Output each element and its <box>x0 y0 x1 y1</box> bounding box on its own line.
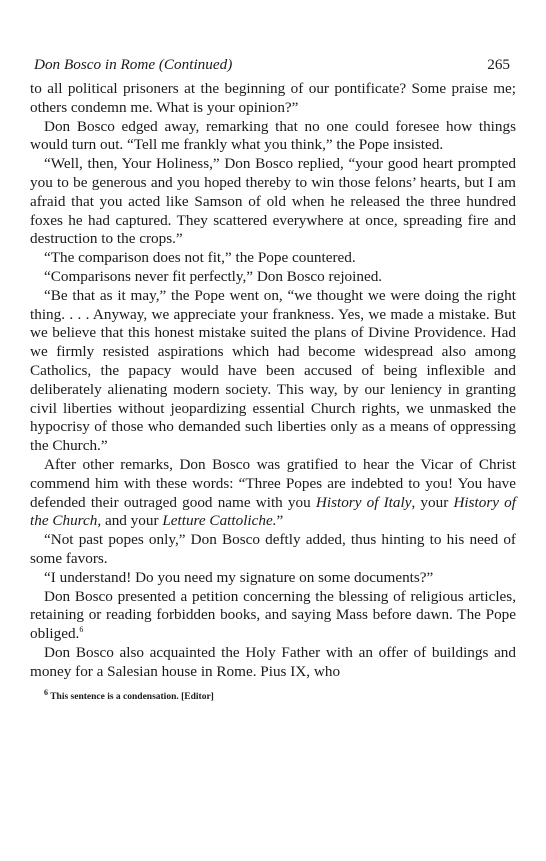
paragraph <box>30 80 516 118</box>
text-run: “I understand! Do you need my signature on some documents?” <box>44 568 434 586</box>
text-run: Don Bosco presented a petition concerning the blessing of religious articles, retaining or reading forbidden books, and saying Mass before dawn. The Pope obliged. <box>30 587 516 643</box>
text-run: “Well, then, Your Holiness,” Don Bosco replied, “your good heart prompted you to be generous and you hoped thereby to win those felons’ hearts, but I am afraid that you acted like Samson of old when he released the three hundred foxes he had captured. They scattered everywhere at once, spreading fire and destruction to the crops.” <box>30 155 516 248</box>
text-run: “Comparisons never fit perfectly,” Don Bosco rejoined. <box>44 267 383 285</box>
text-run: Don Bosco also acquainted the Holy Father with an offer of buildings and money for a Salesian house in Rome. Pius IX, who <box>30 643 516 680</box>
body-text <box>30 80 516 682</box>
text-run: “Be that as it may,” the Pope went on, “we thought we were doing the right thing. . . . Anyway, we appreciate your frankness. Yes, we made a mistake. But we believe that this honest mistake suited the plans of Divine Providence. Had we firmly resisted aspirations which had become widespread also among Catholics, the papacy would have been accused of being inflexible and deliberately alienating modern society. This way, by our leniency in granting civil liberties without jeopardizing essential Church rights, we unmasked the hypocrisy of those who demanded such liberties only as a means of oppressing the Church.” <box>30 286 516 455</box>
paragraph <box>30 155 516 249</box>
paragraph <box>30 268 516 287</box>
page-header <box>30 56 516 78</box>
text-run: ” <box>276 512 284 530</box>
footnote-reference: 6 <box>79 625 84 635</box>
footnote <box>30 687 516 702</box>
paragraph <box>30 118 516 156</box>
paragraph <box>30 249 516 268</box>
text-run: Don Bosco edged away, remarking that no one could foresee how things would turn out. “Tell me frankly what you think,” the Pope insisted. <box>30 117 516 154</box>
paragraph <box>30 531 516 569</box>
italic-title: History of the Church, <box>30 493 516 530</box>
text-run: “Not past popes only,” Don Bosco deftly added, thus hinting to his need of some favors. <box>30 531 516 567</box>
text-run: , your <box>411 493 454 511</box>
paragraph <box>30 644 516 682</box>
footnote-marker: 6 <box>44 687 48 697</box>
paragraph <box>30 456 516 531</box>
text-run: “The comparison does not fit,” the Pope countered. <box>44 249 356 267</box>
footnote-text: This sentence is a condensation. [Editor] <box>48 691 214 702</box>
italic-title: History of Italy <box>315 493 412 511</box>
text-run: and your <box>101 512 163 530</box>
text-run: After other remarks, Don Bosco was gratified to hear the Vicar of Christ commend him with these words: “Three Popes are indebted to you! You have defended their outraged good name with you <box>30 455 516 511</box>
running-title: Don Bosco in Rome (Continued) <box>34 56 233 73</box>
page-number: 265 <box>487 56 510 73</box>
book-page <box>30 56 516 702</box>
paragraph <box>30 588 516 644</box>
paragraph <box>30 287 516 456</box>
paragraph <box>30 569 516 588</box>
italic-title: Letture Cattoliche. <box>162 512 277 530</box>
text-run: to all political prisoners at the beginning of our pontificate? Some praise me; others condemn me. What is your opinion?” <box>30 80 516 116</box>
